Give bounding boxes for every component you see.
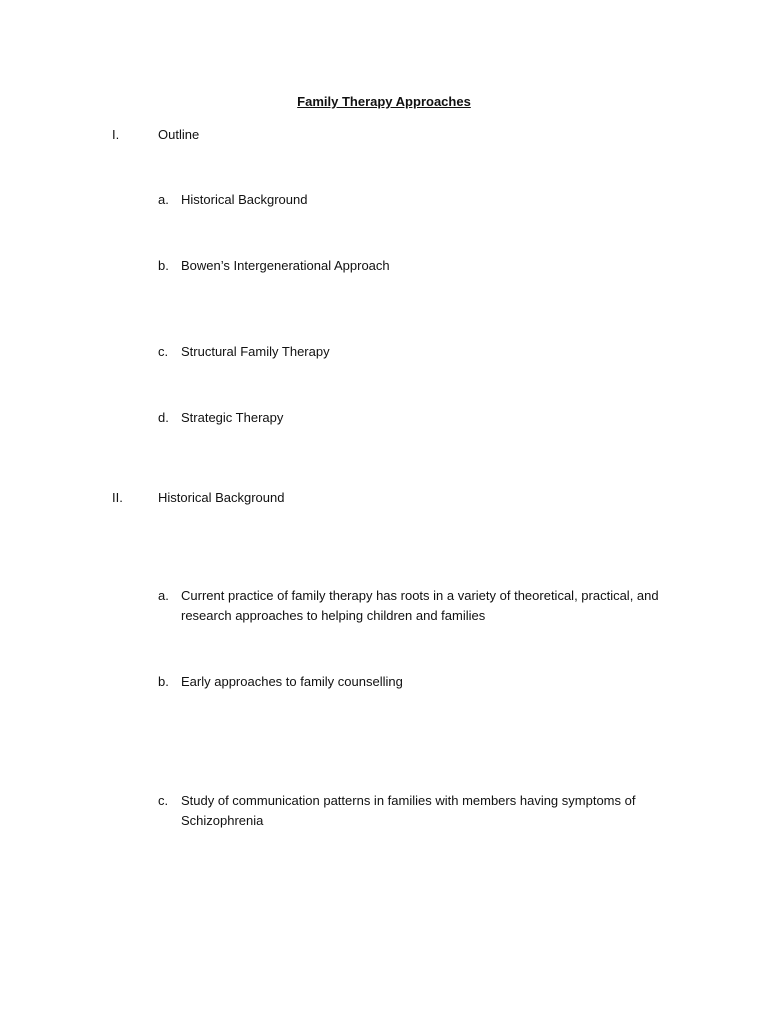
- document-title: Family Therapy Approaches: [297, 94, 471, 109]
- list-item-text: Structural Family Therapy: [181, 344, 330, 359]
- section-numeral: II.: [112, 490, 123, 505]
- list-item-letter: a.: [158, 588, 169, 603]
- list-item-text: Current practice of family therapy has roots in a variety of theoretical, practical, and research approaches to helping children and families: [181, 588, 659, 623]
- list-item-text: Bowen’s Intergenerational Approach: [181, 258, 390, 273]
- section-heading: Outline: [158, 127, 200, 142]
- list-item-letter: c.: [158, 344, 169, 359]
- section-numeral: I.: [112, 127, 120, 142]
- list-item-text: Early approaches to family counselling: [181, 674, 403, 689]
- list-item-letter: c.: [158, 793, 169, 808]
- list-item-text: Historical Background: [181, 192, 308, 207]
- list-item-letter: a.: [158, 192, 169, 207]
- list-item-letter: d.: [158, 410, 169, 425]
- section-heading: Historical Background: [158, 490, 285, 505]
- list-item-text: Strategic Therapy: [181, 410, 284, 425]
- list-item-letter: b.: [158, 258, 169, 273]
- list-item-text: Study of communication patterns in families with members having symptoms of Schizophrenia: [181, 793, 636, 828]
- list-item-letter: b.: [158, 674, 169, 689]
